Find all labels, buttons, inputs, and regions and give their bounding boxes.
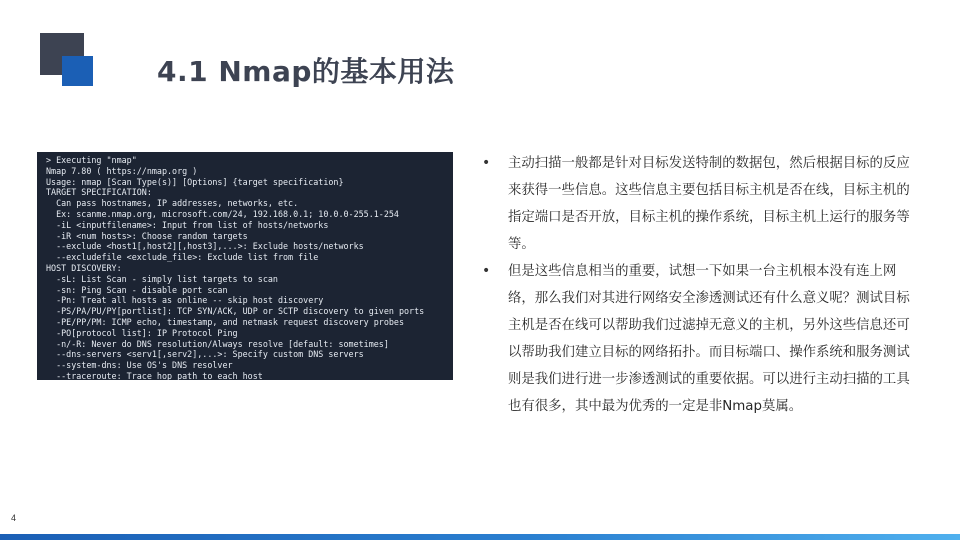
bullet-text: 但是这些信息相当的重要，试想一下如果一台主机根本没有连上网络，那么我们对其进行网络安全渗透测试还有什么意义呢？测试目标主机是否在线可以帮助我们过滤掉无意义的主机，另外这些信息还可以帮助我们建立目标的网络拓扑。而目标端口、操作系统和服务测试则是我们进行进一步渗透测试的重要依据。可以进行主动扫描的工具也有很多，其中最为优秀的一定是非Nmap莫属。: [508, 264, 910, 414]
terminal-line: > Executing "nmap": [46, 155, 137, 165]
bullet-item: [480, 258, 912, 420]
bullet-text: 主动扫描一般都是针对目标发送特制的数据包，然后根据目标的反应来获得一些信息。这些信息主要包括目标主机是否在线，目标主机的指定端口是否开放，目标主机的操作系统，目标主机上运行的服务等等。: [508, 156, 910, 252]
terminal-line: Can pass hostnames, IP addresses, networks, etc.: [46, 198, 299, 209]
terminal-line: -Pn: Treat all hosts as online -- skip host discovery: [46, 295, 324, 306]
slide-title: 4.1 Nmap的基本用法: [157, 55, 455, 88]
terminal-line: --system-dns: Use OS's DNS resolver: [46, 360, 233, 371]
logo-blue-square: [62, 56, 93, 86]
terminal-line: Ex: scanme.nmap.org, microsoft.com/24, 192.168.0.1; 10.0.0-255.1-254: [46, 208, 399, 219]
terminal-line: HOST DISCOVERY:: [46, 262, 122, 273]
terminal-line: --exclude <host1[,host2][,host3],...>: Exclude hosts/networks: [46, 241, 364, 252]
terminal-line: -iL <inputfilename>: Input from list of hosts/networks: [46, 219, 329, 230]
footer-bar: [0, 534, 960, 540]
terminal-line: Usage: nmap [Scan Type(s)] [Options] {target specification}: [46, 176, 344, 187]
terminal-line: --excludefile <exclude_file>: Exclude list from file: [46, 252, 319, 263]
terminal-line: --dns-servers <serv1[,serv2],...>: Specify custom DNS servers: [46, 349, 364, 360]
terminal-screenshot: [37, 152, 453, 380]
terminal-line: Nmap 7.80 ( https://nmap.org ): [46, 165, 198, 176]
terminal-line: --traceroute: Trace hop path to each host: [46, 370, 263, 380]
terminal-line: -iR <num hosts>: Choose random targets: [46, 230, 248, 241]
terminal-line: -n/-R: Never do DNS resolution/Always resolve [default: sometimes]: [46, 338, 389, 349]
terminal-line: -sL: List Scan - simply list targets to scan: [46, 273, 278, 284]
terminal-line: TARGET SPECIFICATION:: [46, 187, 152, 198]
terminal-line: -PO[protocol list]: IP Protocol Ping: [46, 327, 238, 338]
bullet-item: [480, 150, 912, 258]
page-number: 4: [11, 513, 17, 523]
terminal-line: -sn: Ping Scan - disable port scan: [46, 284, 228, 295]
bullet-list: [480, 150, 912, 420]
terminal-line: -PS/PA/PU/PY[portlist]: TCP SYN/ACK, UDP or SCTP discovery to given ports: [46, 306, 425, 317]
terminal-line: -PE/PP/PM: ICMP echo, timestamp, and netmask request discovery probes: [46, 316, 404, 327]
